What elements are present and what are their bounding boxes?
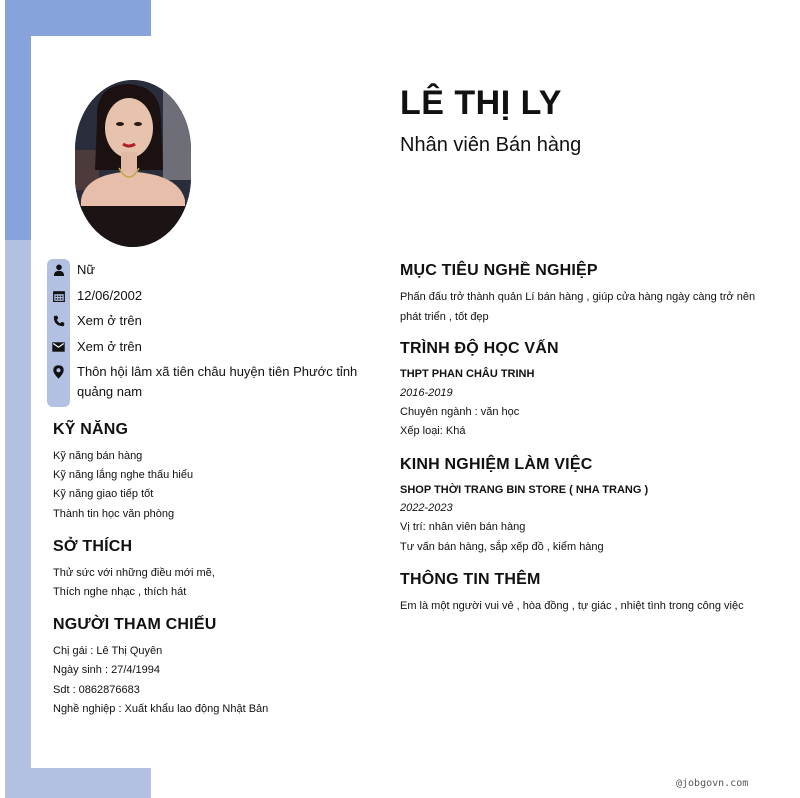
- experience-duties: Tư vấn bán hàng, sắp xếp đồ , kiểm hàng: [400, 541, 604, 553]
- education-major: Chuyên ngành : văn học: [400, 406, 520, 418]
- objective-text: Phấn đấu trở thành quản Lí bán hàng , giúp cửa hàng ngày càng trở nên phát triển , tốt đẹp: [400, 291, 756, 323]
- contact-email: [47, 337, 367, 357]
- additional-text: Em là một người vui vẻ , hòa đồng , tự giác , nhiệt tình trong công việc: [400, 600, 744, 612]
- profile-photo: [75, 80, 191, 247]
- skill-item: Kỹ năng bán hàng: [53, 450, 143, 462]
- experience-period: 2022-2023: [400, 502, 453, 514]
- gender-value: Nữ: [77, 262, 96, 277]
- hobby-item: Thích nghe nhạc , thích hát: [53, 586, 187, 598]
- education-rank: Xếp loại: Khá: [400, 425, 466, 437]
- contact-gender: [47, 260, 367, 280]
- skills-heading: KỸ NĂNG: [53, 421, 129, 438]
- contact-phone: [47, 311, 367, 331]
- contact-dob: [47, 286, 367, 306]
- hobbies-heading: SỞ THÍCH: [53, 538, 133, 555]
- dob-value: 12/06/2002: [77, 288, 143, 303]
- phone-icon: [47, 311, 70, 331]
- references-heading: NGƯỜI THAM CHIẾU: [53, 616, 217, 633]
- reference-item: Nghề nghiệp : Xuất khẩu lao động Nhật Bản: [53, 703, 269, 715]
- additional-heading: THÔNG TIN THÊM: [400, 571, 541, 588]
- email-value: Xem ở trên: [77, 339, 142, 354]
- hobby-item: Thử sức với những điều mới mẽ,: [53, 567, 215, 579]
- reference-item: Sdt : 0862876683: [53, 684, 140, 696]
- education-heading: TRÌNH ĐỘ HỌC VẤN: [400, 340, 559, 357]
- phone-value: Xem ở trên: [77, 313, 142, 328]
- education-period: 2016-2019: [400, 387, 453, 399]
- education-school: THPT PHAN CHÂU TRINH: [400, 368, 535, 380]
- candidate-role: Nhân viên Bán hàng: [400, 134, 582, 156]
- address-value: Thôn hội lâm xã tiên châu huyện tiên Phước tỉnh quảng nam: [77, 364, 358, 399]
- experience-company: SHOP THỜI TRANG BIN STORE ( NHA TRANG ): [400, 484, 649, 496]
- location-pin-icon: [47, 362, 70, 382]
- reference-item: Ngày sinh : 27/4/1994: [53, 664, 161, 676]
- watermark: @jobgovn.com: [676, 778, 749, 789]
- candidate-name: LÊ THỊ LY: [400, 84, 562, 122]
- objective-heading: MỤC TIÊU NGHỀ NGHIỆP: [400, 262, 598, 279]
- mail-icon: [47, 337, 70, 357]
- skill-item: Kỹ năng giao tiếp tốt: [53, 488, 154, 500]
- calendar-icon: [47, 286, 70, 306]
- skill-item: Kỹ năng lắng nghe thấu hiểu: [53, 469, 194, 481]
- contact-address: [47, 362, 367, 402]
- reference-item: Chị gái : Lê Thị Quyên: [53, 645, 163, 657]
- experience-heading: KINH NGHIỆM LÀM VIỆC: [400, 456, 593, 473]
- person-icon: [47, 260, 70, 280]
- skill-item: Thành tin học văn phòng: [53, 508, 175, 520]
- experience-position: Vị trí: nhân viên bán hàng: [400, 521, 526, 533]
